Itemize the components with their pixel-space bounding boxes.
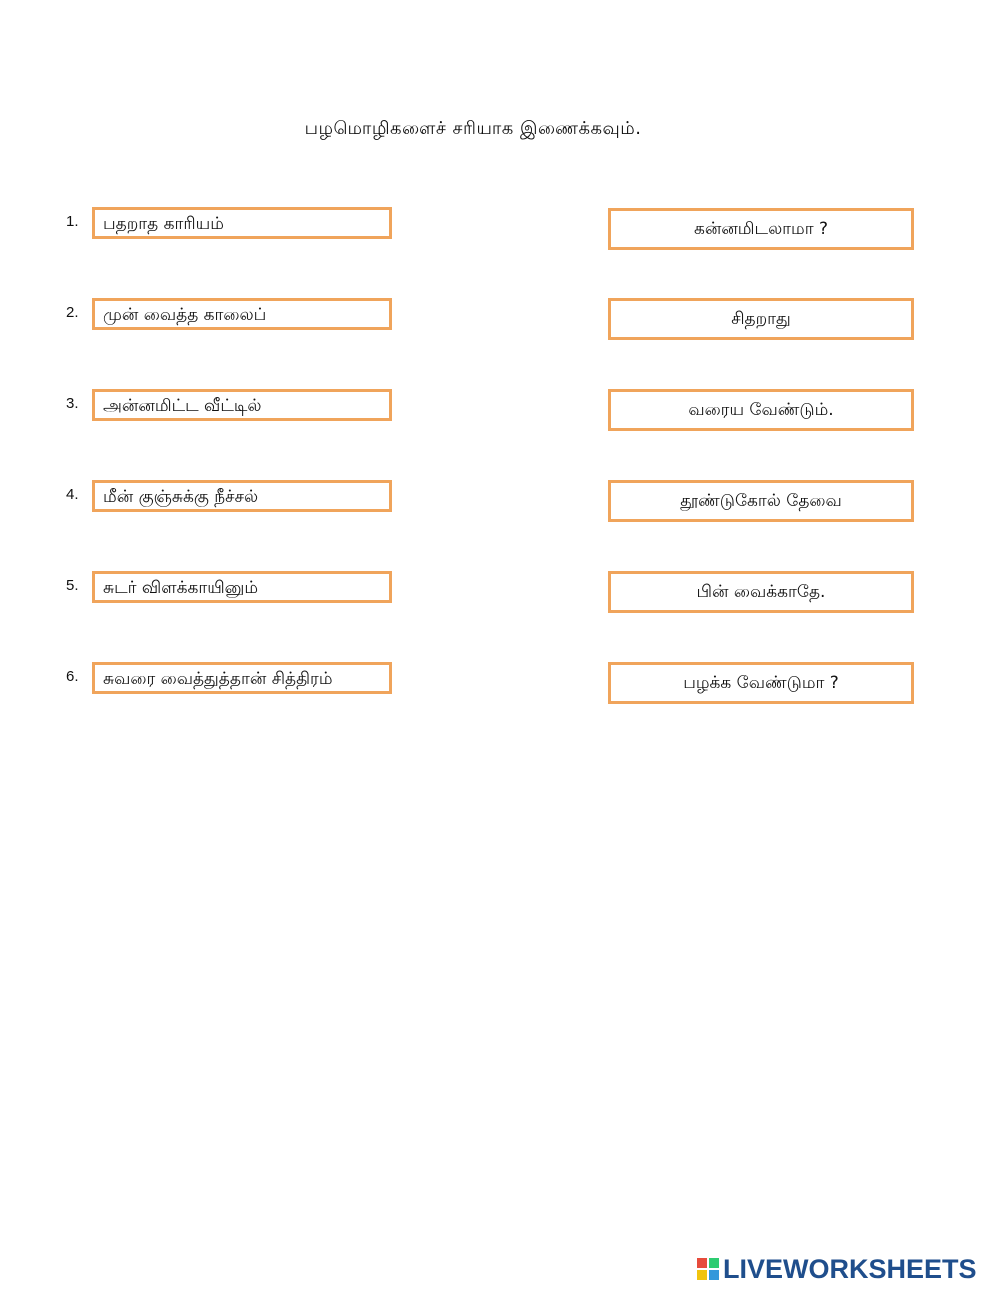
item-number: 2. <box>66 304 79 321</box>
proverb-start-box[interactable]: அன்னமிட்ட வீட்டில் <box>92 389 392 421</box>
left-item-4 <box>60 480 400 520</box>
proverb-start-box[interactable]: பதறாத காரியம் <box>92 207 392 239</box>
proverb-start-box[interactable]: சுவரை வைத்துத்தான் சித்திரம் <box>92 662 392 694</box>
left-item-2 <box>60 298 400 338</box>
proverb-end-box-2[interactable]: சிதறாது <box>608 298 914 340</box>
brand-text: LIVEWORKSHEETS <box>723 1253 977 1284</box>
proverb-end-box-6[interactable]: பழக்க வேண்டுமா ? <box>608 662 914 704</box>
item-number: 3. <box>66 395 79 412</box>
left-item-3 <box>60 389 400 429</box>
item-number: 6. <box>66 668 79 685</box>
left-item-1 <box>60 207 400 247</box>
item-number: 1. <box>66 213 79 230</box>
brand-grid-icon <box>697 1258 719 1280</box>
left-item-5 <box>60 571 400 611</box>
worksheet-title: பழமொழிகளைச் சரியாக இணைக்கவும். <box>304 118 642 139</box>
proverb-end-box-5[interactable]: பின் வைக்காதே. <box>608 571 914 613</box>
proverb-start-box[interactable]: சுடர் விளக்காயினும் <box>92 571 392 603</box>
left-item-6 <box>60 662 400 702</box>
proverb-start-box[interactable]: முன் வைத்த காலைப் <box>92 298 392 330</box>
proverb-end-box-4[interactable]: தூண்டுகோல் தேவை <box>608 480 914 522</box>
proverb-start-box[interactable]: மீன் குஞ்சுக்கு நீச்சல் <box>92 480 392 512</box>
liveworksheets-logo <box>697 1254 977 1284</box>
proverb-end-box-1[interactable]: கன்னமிடலாமா ? <box>608 208 914 250</box>
proverb-end-box-3[interactable]: வரைய வேண்டும். <box>608 389 914 431</box>
item-number: 4. <box>66 486 79 503</box>
item-number: 5. <box>66 577 79 594</box>
